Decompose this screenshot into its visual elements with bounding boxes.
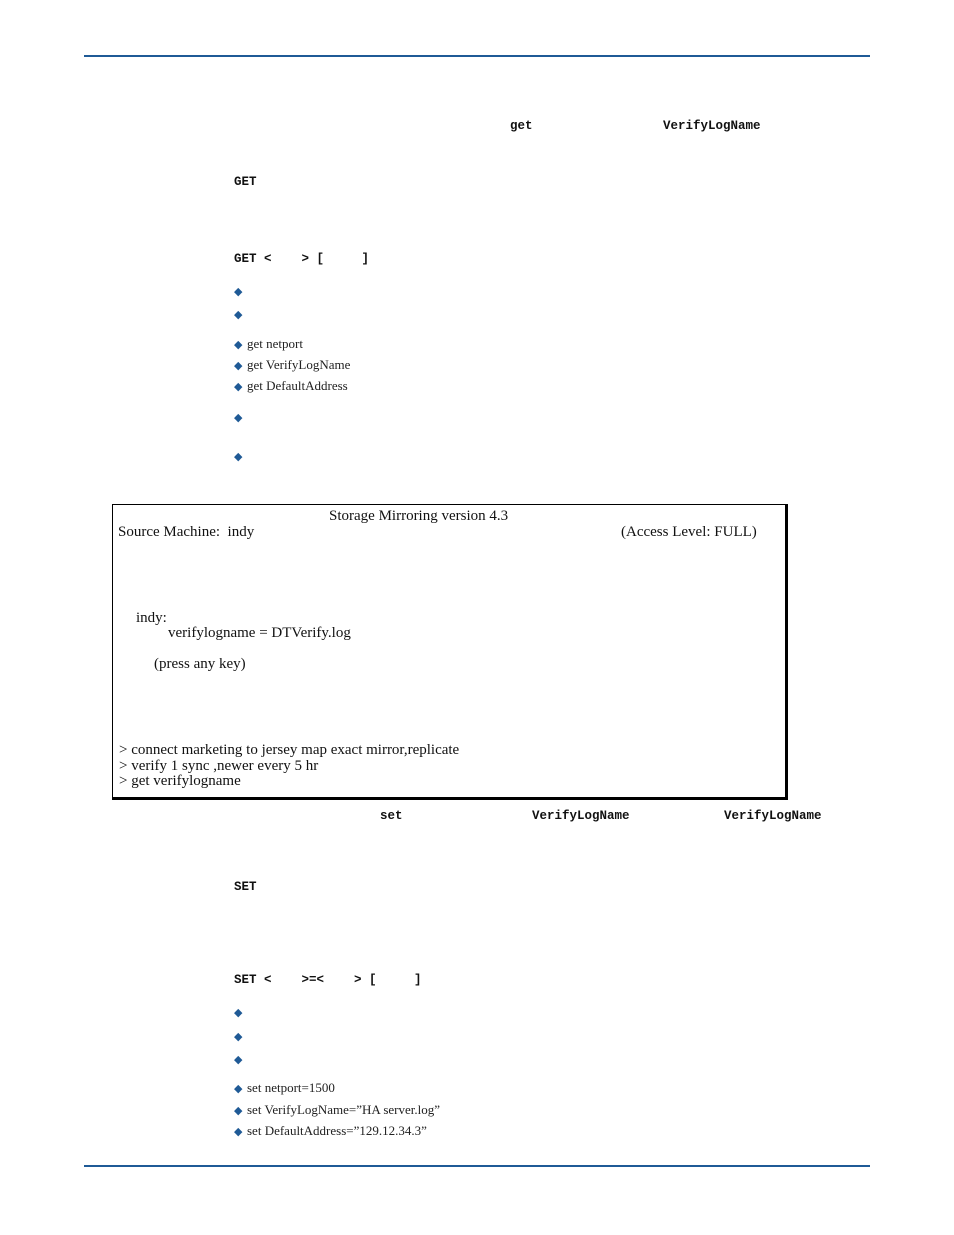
console-host: indy: [136, 610, 167, 626]
diamond-bullet-icon: ◆ [234, 380, 243, 393]
console-title: Storage Mirroring version 4.3 [329, 508, 509, 524]
diamond-bullet-icon: ◆ [234, 308, 243, 321]
set-intro-verifylogname-2: VerifyLogName [724, 809, 822, 823]
console-output: verifylogname = DTVerify.log [168, 625, 351, 641]
get-example-3: get DefaultAddress [247, 378, 348, 393]
intro-verifylogname: VerifyLogName [663, 119, 761, 133]
set-command-heading: SET [234, 880, 257, 894]
diamond-bullet-icon: ◆ [234, 1125, 243, 1138]
set-intro-verifylogname-1: VerifyLogName [532, 809, 630, 823]
console-source-machine: Source Machine: indy [118, 524, 255, 540]
console-press-key: (press any key) [154, 656, 246, 672]
console-access-level: (Access Level: FULL) [621, 524, 757, 540]
diamond-bullet-icon: ◆ [234, 1030, 243, 1043]
set-example-1: set netport=1500 [247, 1080, 335, 1095]
console-history-line: > get verifylogname [119, 773, 241, 789]
diamond-bullet-icon: ◆ [234, 411, 243, 424]
console-screenshot [112, 504, 788, 800]
footer-rule [84, 1165, 870, 1167]
get-example-1: get netport [247, 336, 303, 351]
diamond-bullet-icon: ◆ [234, 359, 243, 372]
get-example-2: get VerifyLogName [247, 357, 351, 372]
console-history-line: > connect marketing to jersey map exact mirror,replicate [119, 742, 460, 758]
set-example-3: set DefaultAddress=”129.12.34.3” [247, 1123, 427, 1138]
intro-get-keyword: get [510, 119, 533, 133]
set-example-2: set VerifyLogName=”HA server.log” [247, 1102, 441, 1117]
set-intro-keyword: set [380, 809, 403, 823]
diamond-bullet-icon: ◆ [234, 450, 243, 463]
diamond-bullet-icon: ◆ [234, 1082, 243, 1095]
get-syntax: GET < > [ ] [234, 252, 370, 266]
diamond-bullet-icon: ◆ [234, 1006, 243, 1019]
diamond-bullet-icon: ◆ [234, 285, 243, 298]
diamond-bullet-icon: ◆ [234, 1053, 243, 1066]
set-syntax: SET < >=< > [ ] [234, 973, 422, 987]
diamond-bullet-icon: ◆ [234, 338, 243, 351]
diamond-bullet-icon: ◆ [234, 1104, 243, 1117]
get-command-heading: GET [234, 175, 257, 189]
header-rule [84, 55, 870, 57]
console-history-line: > verify 1 sync ,newer every 5 hr [119, 758, 319, 774]
